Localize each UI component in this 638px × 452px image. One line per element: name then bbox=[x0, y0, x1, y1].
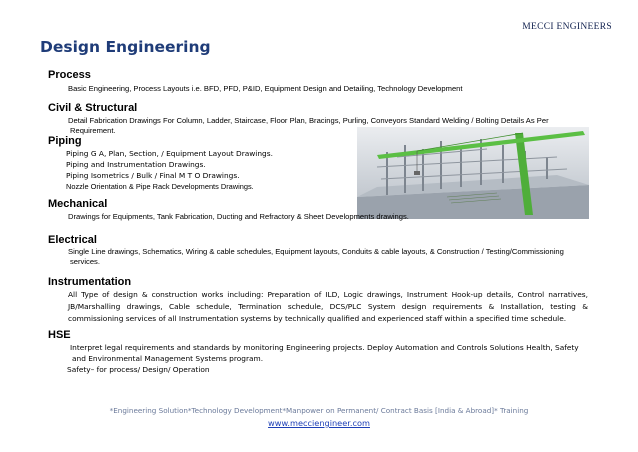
piping-item: Piping Isometrics / Bulk / Final M T O Drawings. bbox=[66, 171, 240, 180]
electrical-heading: Electrical bbox=[48, 234, 97, 246]
civil-structural-heading: Civil & Structural bbox=[48, 102, 138, 114]
process-text: Basic Engineering, Process Layouts i.e. BFD, PFD, P&ID, Equipment Design and Detailing, Technology Development bbox=[68, 84, 463, 93]
footer-tagline: *Engineering Solution*Technology Development*Manpower on Permanent/ Contract Basis [India & Abroad]* Training bbox=[109, 406, 529, 415]
piping-list bbox=[66, 148, 273, 192]
hse-line-3: Safety– for process/ Design/ Operation bbox=[67, 365, 210, 374]
instrumentation-text: All Type of design & construction works including: Preparation of ILD, Logic drawings, Instrument Hook-up details, Control narratives, JB/Marshalling drawings, Cable schedule, Termination schedule, DCS/PLC System design requirements & Installation, testing & commissioning services of all Instrumentation systems by technically qualified and experienced staff within a specified time schedule. bbox=[68, 290, 588, 323]
website-link[interactable]: www.mecciengineer.com bbox=[268, 418, 370, 428]
page-title: Design Engineering bbox=[40, 38, 211, 56]
electrical-line-2: services. bbox=[70, 257, 100, 266]
civil-line-2: Requirement. bbox=[70, 126, 116, 135]
construction-site-image bbox=[357, 127, 589, 219]
hse-heading: HSE bbox=[48, 329, 71, 341]
piping-item: Nozzle Orientation & Pipe Rack Developments Drawings. bbox=[66, 182, 254, 191]
mechanical-text: Drawings for Equipments, Tank Fabrication, Ducting and Refractory & Sheet Developments drawings. bbox=[68, 212, 409, 221]
hse-line-2: and Environmental Management Systems program. bbox=[72, 354, 264, 363]
brand-logo-text: MECCI ENGINEERS bbox=[522, 22, 612, 32]
electrical-line-1: Single Line drawings, Schematics, Wiring & cable schedules, Equipment layouts, Conduits & cable layouts, & Construction / Testing/Commissioning bbox=[68, 247, 564, 256]
piping-item: Piping G A, Plan, Section, / Equipment Layout Drawings. bbox=[66, 149, 273, 158]
instrumentation-heading: Instrumentation bbox=[48, 276, 132, 288]
mechanical-heading: Mechanical bbox=[48, 198, 108, 210]
construction-illustration bbox=[357, 127, 589, 219]
hse-text bbox=[67, 342, 588, 375]
process-heading: Process bbox=[48, 69, 91, 81]
piping-heading: Piping bbox=[48, 135, 82, 147]
electrical-text bbox=[68, 247, 590, 267]
civil-line-1: Detail Fabrication Drawings For Column, Ladder, Staircase, Floor Plan, Bracings, Purling, Conveyors Standard Welding / Bolting Details As Per bbox=[68, 116, 549, 125]
civil-structural-text bbox=[68, 116, 590, 136]
hse-line-1: Interpret legal requirements and standards by monitoring Engineering projects. Deploy Automation and Controls Solutions Health, Safety bbox=[70, 343, 579, 352]
piping-item: Piping and Instrumentation Drawings. bbox=[66, 160, 206, 169]
